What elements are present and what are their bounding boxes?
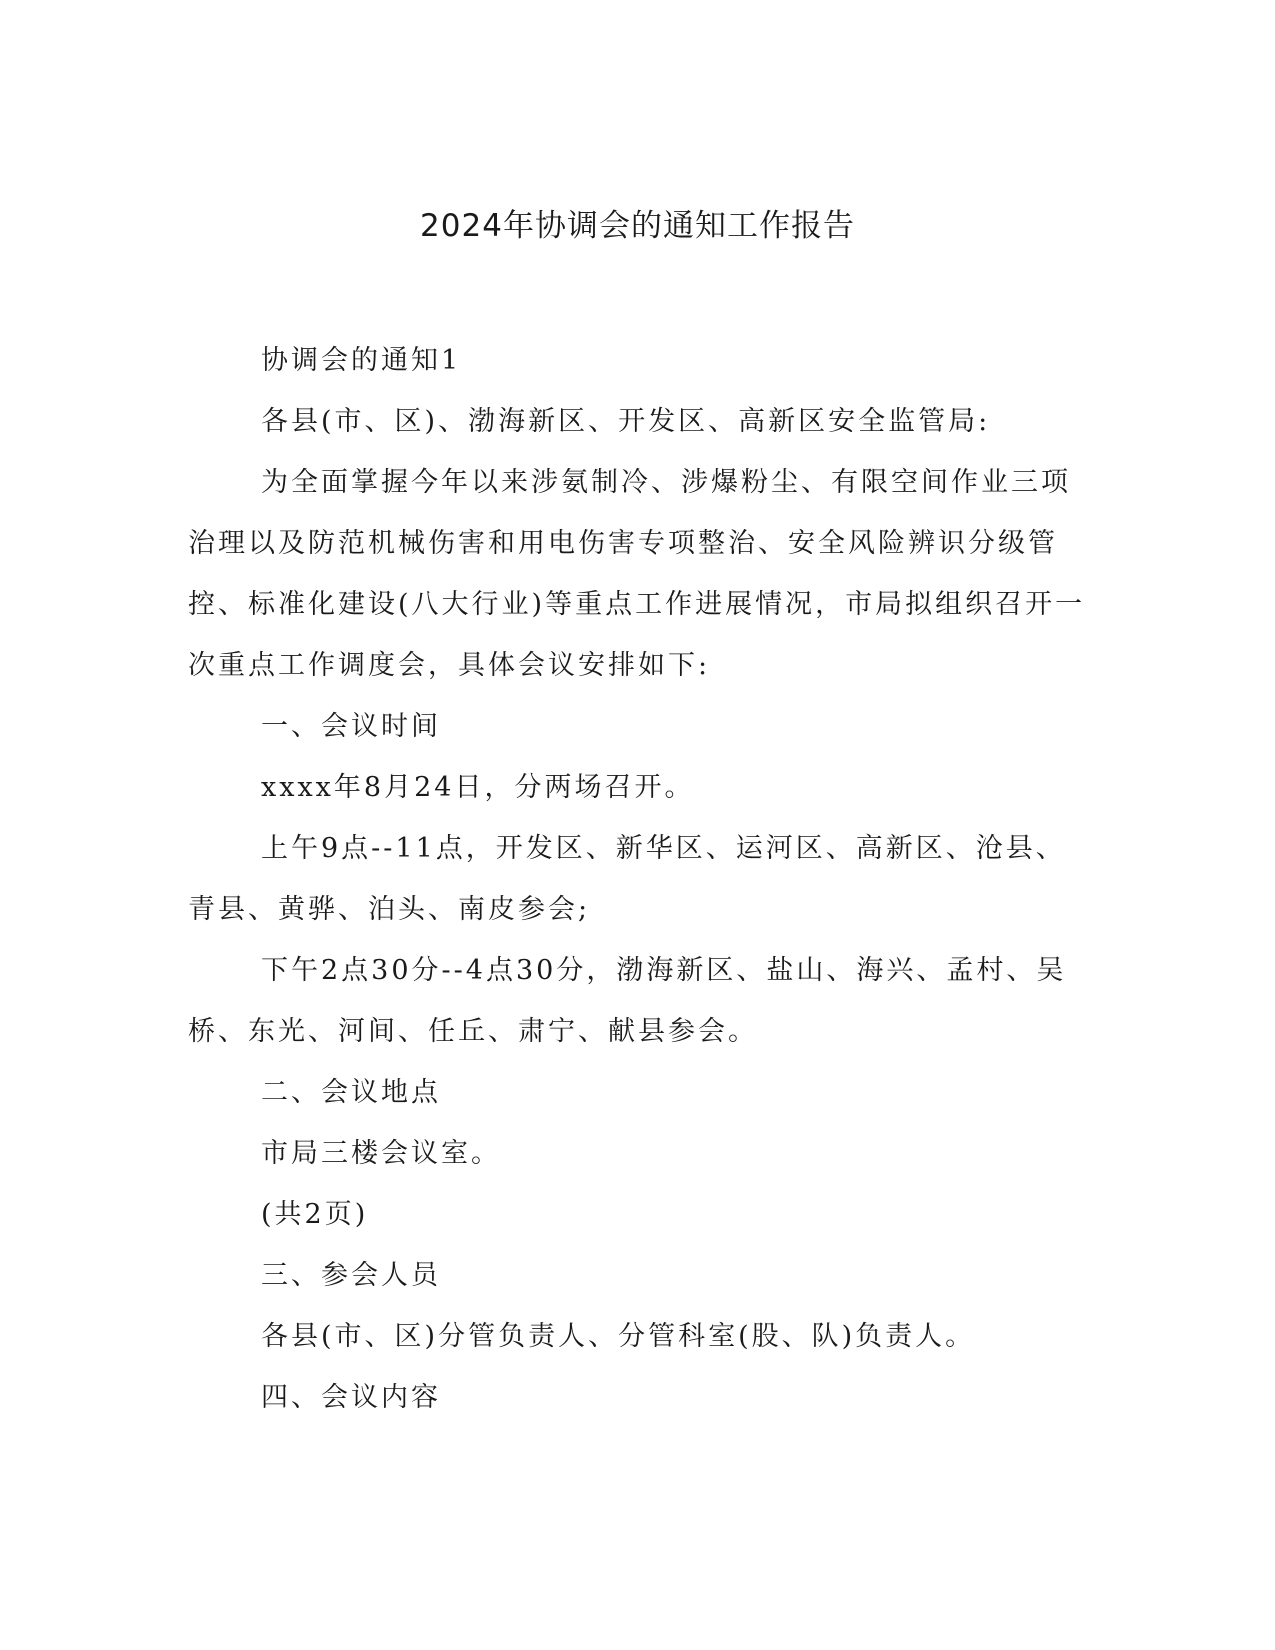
- document-title: 2024年协调会的通知工作报告: [420, 208, 855, 244]
- section-heading-time: 一、会议时间: [261, 711, 441, 742]
- document-body: [188, 330, 1088, 1428]
- salutation: 各县(市、区)、渤海新区、开发区、高新区安全监管局:: [261, 406, 991, 437]
- notice-subtitle: 协调会的通知1: [261, 345, 462, 376]
- morning-session: 上午9点--11点，开发区、新华区、运河区、高新区、沧县、青县、黄骅、泊头、南皮参会;: [188, 833, 1066, 925]
- section-heading-content: 四、会议内容: [261, 1382, 441, 1413]
- section-heading-attendees: 三、参会人员: [261, 1260, 441, 1291]
- section-heading-location: 二、会议地点: [261, 1077, 441, 1108]
- page-count-note: (共2页): [261, 1199, 369, 1230]
- intro-paragraph: 为全面掌握今年以来涉氨制冷、涉爆粉尘、有限空间作业三项治理以及防范机械伤害和用电伤害专项整治、安全风险辨识分级管控、标准化建设(八大行业)等重点工作进展情况，市局拟组织召开一次重点工作调度会，具体会议安排如下:: [188, 467, 1086, 681]
- attendees: 各县(市、区)分管负责人、分管科室(股、队)负责人。: [261, 1321, 976, 1352]
- meeting-date: xxxx年8月24日，分两场召开。: [261, 772, 695, 803]
- meeting-location: 市局三楼会议室。: [261, 1138, 501, 1169]
- afternoon-session: 下午2点30分--4点30分，渤海新区、盐山、海兴、孟村、吴桥、东光、河间、任丘、肃宁、献县参会。: [188, 955, 1067, 1047]
